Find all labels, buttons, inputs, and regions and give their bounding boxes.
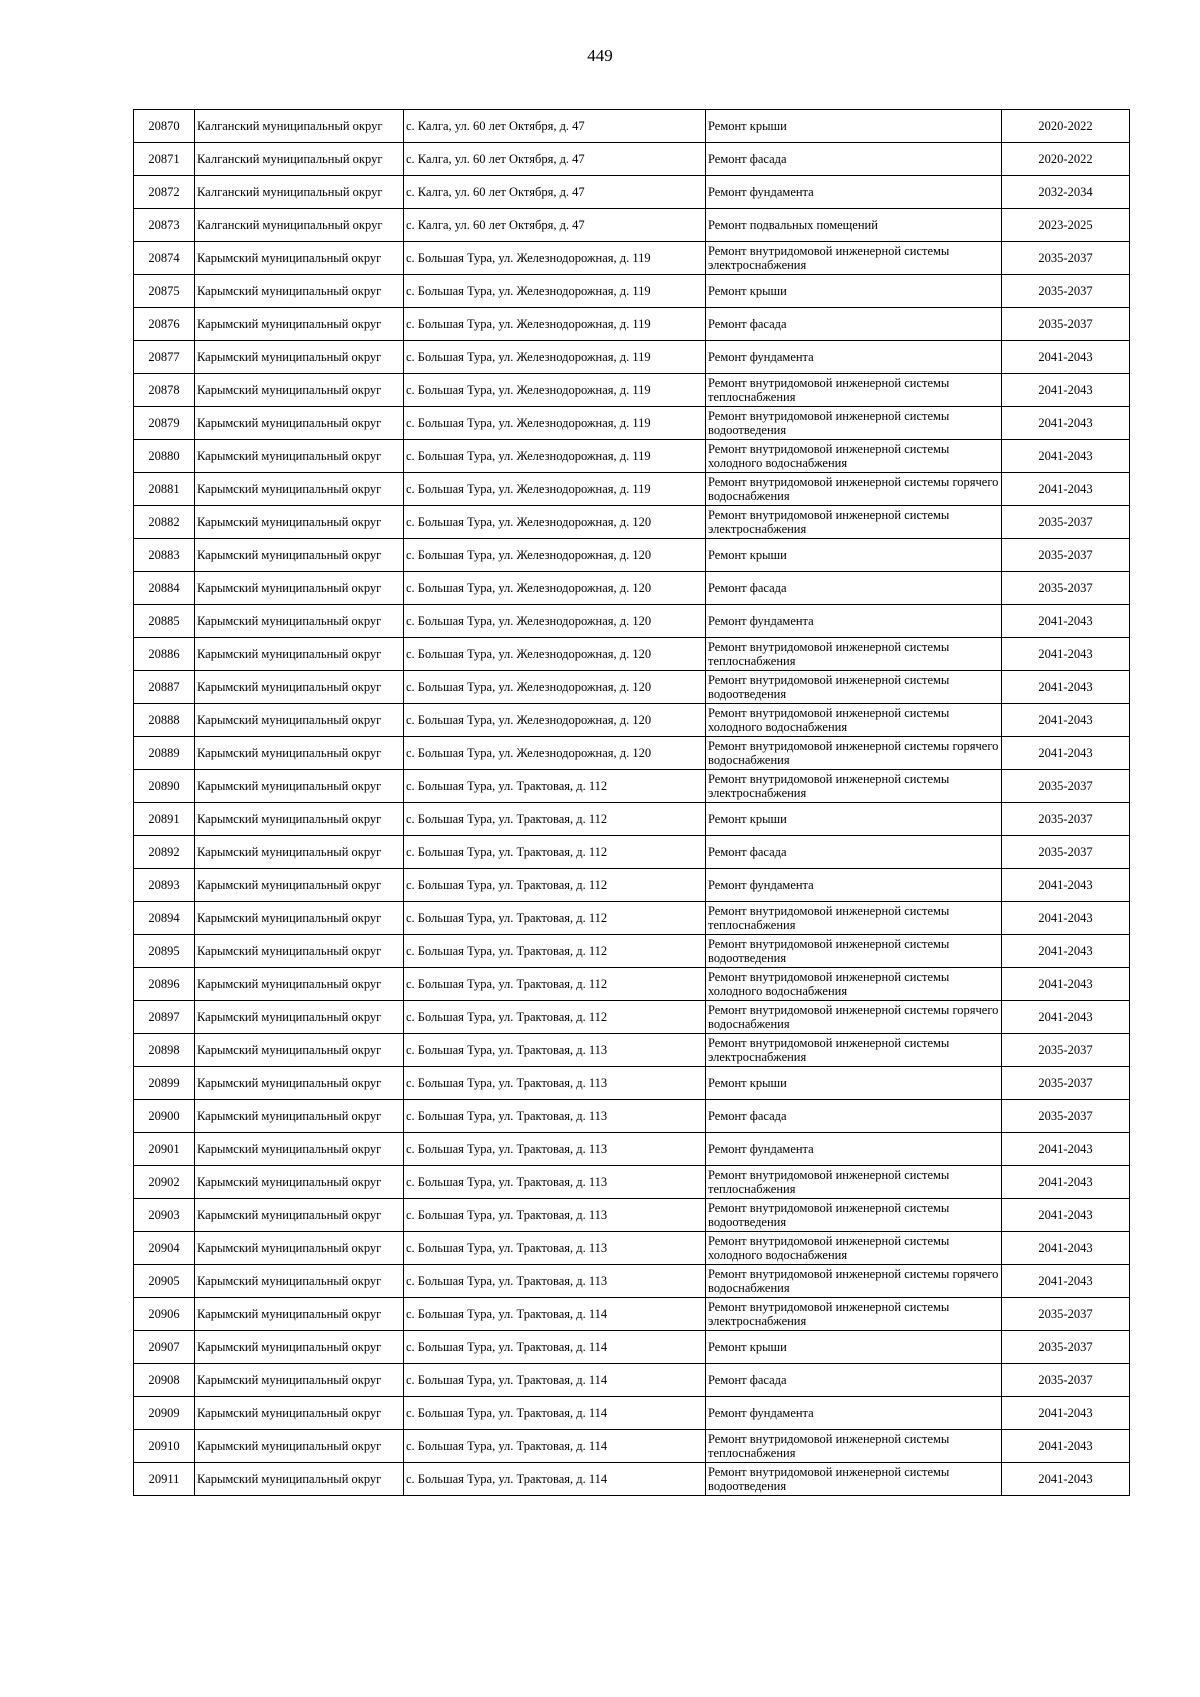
work-type-cell: Ремонт внутридомовой инженерной системы водоотведения: [706, 935, 1002, 968]
address-cell: с. Большая Тура, ул. Трактовая, д. 113: [404, 1199, 706, 1232]
period-cell: 2020-2022: [1002, 143, 1130, 176]
district-cell: Карымский муниципальный округ: [195, 671, 404, 704]
row-number-cell: 20905: [134, 1265, 195, 1298]
row-number-cell: 20906: [134, 1298, 195, 1331]
period-cell: 2041-2043: [1002, 341, 1130, 374]
table-row: [134, 1166, 1130, 1199]
address-cell: с. Калга, ул. 60 лет Октября, д. 47: [404, 209, 706, 242]
work-type-cell: Ремонт внутридомовой инженерной системы теплоснабжения: [706, 1430, 1002, 1463]
district-cell: Карымский муниципальный округ: [195, 902, 404, 935]
period-cell: 2041-2043: [1002, 902, 1130, 935]
address-cell: с. Большая Тура, ул. Железнодорожная, д. 119: [404, 440, 706, 473]
table-row: [134, 506, 1130, 539]
period-cell: 2035-2037: [1002, 1364, 1130, 1397]
table-row: [134, 704, 1130, 737]
row-number-cell: 20891: [134, 803, 195, 836]
district-cell: Карымский муниципальный округ: [195, 341, 404, 374]
table-row: [134, 473, 1130, 506]
address-cell: с. Калга, ул. 60 лет Октября, д. 47: [404, 176, 706, 209]
period-cell: 2041-2043: [1002, 473, 1130, 506]
address-cell: с. Большая Тура, ул. Железнодорожная, д. 120: [404, 737, 706, 770]
table-row: [134, 1001, 1130, 1034]
district-cell: Карымский муниципальный округ: [195, 968, 404, 1001]
district-cell: Калганский муниципальный округ: [195, 143, 404, 176]
district-cell: Карымский муниципальный округ: [195, 1199, 404, 1232]
address-cell: с. Калга, ул. 60 лет Октября, д. 47: [404, 110, 706, 143]
district-cell: Карымский муниципальный округ: [195, 1001, 404, 1034]
table-row: [134, 308, 1130, 341]
row-number-cell: 20885: [134, 605, 195, 638]
table-body: [134, 110, 1130, 1496]
row-number-cell: 20886: [134, 638, 195, 671]
row-number-cell: 20871: [134, 143, 195, 176]
table-row: [134, 935, 1130, 968]
period-cell: 2041-2043: [1002, 638, 1130, 671]
address-cell: с. Большая Тура, ул. Трактовая, д. 112: [404, 836, 706, 869]
row-number-cell: 20901: [134, 1133, 195, 1166]
period-cell: 2041-2043: [1002, 1430, 1130, 1463]
period-cell: 2035-2037: [1002, 770, 1130, 803]
period-cell: 2035-2037: [1002, 1034, 1130, 1067]
district-cell: Карымский муниципальный округ: [195, 803, 404, 836]
row-number-cell: 20872: [134, 176, 195, 209]
work-type-cell: Ремонт внутридомовой инженерной системы электроснабжения: [706, 770, 1002, 803]
work-type-cell: Ремонт крыши: [706, 539, 1002, 572]
period-cell: 2041-2043: [1002, 737, 1130, 770]
work-type-cell: Ремонт крыши: [706, 1331, 1002, 1364]
page-number: 449: [587, 46, 613, 65]
work-type-cell: Ремонт внутридомовой инженерной системы водоотведения: [706, 407, 1002, 440]
row-number-cell: 20902: [134, 1166, 195, 1199]
work-type-cell: Ремонт внутридомовой инженерной системы теплоснабжения: [706, 638, 1002, 671]
address-cell: с. Большая Тура, ул. Железнодорожная, д. 120: [404, 506, 706, 539]
work-type-cell: Ремонт фасада: [706, 836, 1002, 869]
district-cell: Карымский муниципальный округ: [195, 506, 404, 539]
address-cell: с. Большая Тура, ул. Трактовая, д. 114: [404, 1463, 706, 1496]
period-cell: 2041-2043: [1002, 1001, 1130, 1034]
row-number-cell: 20883: [134, 539, 195, 572]
work-type-cell: Ремонт внутридомовой инженерной системы горячего водоснабжения: [706, 473, 1002, 506]
table-row: [134, 1133, 1130, 1166]
table-row: [134, 572, 1130, 605]
period-cell: 2041-2043: [1002, 440, 1130, 473]
period-cell: 2035-2037: [1002, 275, 1130, 308]
table-row: [134, 1265, 1130, 1298]
table-row: [134, 1430, 1130, 1463]
address-cell: с. Большая Тура, ул. Трактовая, д. 112: [404, 968, 706, 1001]
address-cell: с. Большая Тура, ул. Трактовая, д. 114: [404, 1298, 706, 1331]
row-number-cell: 20907: [134, 1331, 195, 1364]
address-cell: с. Большая Тура, ул. Трактовая, д. 112: [404, 770, 706, 803]
row-number-cell: 20889: [134, 737, 195, 770]
table-row: [134, 1298, 1130, 1331]
row-number-cell: 20898: [134, 1034, 195, 1067]
row-number-cell: 20896: [134, 968, 195, 1001]
district-cell: Карымский муниципальный округ: [195, 836, 404, 869]
work-type-cell: Ремонт крыши: [706, 110, 1002, 143]
work-type-cell: Ремонт внутридомовой инженерной системы электроснабжения: [706, 506, 1002, 539]
period-cell: 2035-2037: [1002, 242, 1130, 275]
period-cell: 2020-2022: [1002, 110, 1130, 143]
table-row: [134, 770, 1130, 803]
row-number-cell: 20881: [134, 473, 195, 506]
address-cell: с. Большая Тура, ул. Трактовая, д. 113: [404, 1166, 706, 1199]
work-type-cell: Ремонт внутридомовой инженерной системы теплоснабжения: [706, 1166, 1002, 1199]
row-number-cell: 20875: [134, 275, 195, 308]
table-row: [134, 275, 1130, 308]
work-type-cell: Ремонт внутридомовой инженерной системы электроснабжения: [706, 242, 1002, 275]
address-cell: с. Большая Тура, ул. Трактовая, д. 112: [404, 869, 706, 902]
period-cell: 2041-2043: [1002, 869, 1130, 902]
period-cell: 2041-2043: [1002, 935, 1130, 968]
address-cell: с. Калга, ул. 60 лет Октября, д. 47: [404, 143, 706, 176]
table-row: [134, 1232, 1130, 1265]
district-cell: Карымский муниципальный округ: [195, 638, 404, 671]
address-cell: с. Большая Тура, ул. Трактовая, д. 114: [404, 1331, 706, 1364]
period-cell: 2035-2037: [1002, 506, 1130, 539]
district-cell: Калганский муниципальный округ: [195, 176, 404, 209]
address-cell: с. Большая Тура, ул. Трактовая, д. 114: [404, 1397, 706, 1430]
work-type-cell: Ремонт фасада: [706, 308, 1002, 341]
period-cell: 2035-2037: [1002, 1100, 1130, 1133]
district-cell: Карымский муниципальный округ: [195, 869, 404, 902]
work-type-cell: Ремонт внутридомовой инженерной системы холодного водоснабжения: [706, 1232, 1002, 1265]
address-cell: с. Большая Тура, ул. Трактовая, д. 112: [404, 902, 706, 935]
period-cell: 2041-2043: [1002, 374, 1130, 407]
table-row: [134, 1034, 1130, 1067]
address-cell: с. Большая Тура, ул. Трактовая, д. 113: [404, 1265, 706, 1298]
district-cell: Карымский муниципальный округ: [195, 1166, 404, 1199]
table-row: [134, 242, 1130, 275]
work-type-cell: Ремонт фасада: [706, 143, 1002, 176]
row-number-cell: 20884: [134, 572, 195, 605]
row-number-cell: 20909: [134, 1397, 195, 1430]
table-row: [134, 671, 1130, 704]
repair-schedule-table: [133, 109, 1130, 1496]
table-row: [134, 374, 1130, 407]
work-type-cell: Ремонт фундамента: [706, 176, 1002, 209]
district-cell: Карымский муниципальный округ: [195, 1133, 404, 1166]
address-cell: с. Большая Тура, ул. Железнодорожная, д. 119: [404, 341, 706, 374]
district-cell: Карымский муниципальный округ: [195, 572, 404, 605]
row-number-cell: 20900: [134, 1100, 195, 1133]
row-number-cell: 20887: [134, 671, 195, 704]
period-cell: 2041-2043: [1002, 1232, 1130, 1265]
address-cell: с. Большая Тура, ул. Трактовая, д. 113: [404, 1232, 706, 1265]
table-row: [134, 605, 1130, 638]
address-cell: с. Большая Тура, ул. Железнодорожная, д. 120: [404, 539, 706, 572]
period-cell: 2041-2043: [1002, 1133, 1130, 1166]
period-cell: 2035-2037: [1002, 836, 1130, 869]
row-number-cell: 20877: [134, 341, 195, 374]
period-cell: 2035-2037: [1002, 1331, 1130, 1364]
row-number-cell: 20892: [134, 836, 195, 869]
row-number-cell: 20890: [134, 770, 195, 803]
district-cell: Калганский муниципальный округ: [195, 209, 404, 242]
address-cell: с. Большая Тура, ул. Железнодорожная, д. 120: [404, 671, 706, 704]
row-number-cell: 20880: [134, 440, 195, 473]
district-cell: Карымский муниципальный округ: [195, 1298, 404, 1331]
row-number-cell: 20888: [134, 704, 195, 737]
work-type-cell: Ремонт внутридомовой инженерной системы горячего водоснабжения: [706, 1265, 1002, 1298]
district-cell: Карымский муниципальный округ: [195, 473, 404, 506]
district-cell: Карымский муниципальный округ: [195, 1397, 404, 1430]
district-cell: Карымский муниципальный округ: [195, 770, 404, 803]
address-cell: с. Большая Тура, ул. Железнодорожная, д. 119: [404, 473, 706, 506]
period-cell: 2041-2043: [1002, 1463, 1130, 1496]
district-cell: Карымский муниципальный округ: [195, 407, 404, 440]
period-cell: 2041-2043: [1002, 671, 1130, 704]
table-row: [134, 803, 1130, 836]
table-row: [134, 1331, 1130, 1364]
period-cell: 2032-2034: [1002, 176, 1130, 209]
work-type-cell: Ремонт фундамента: [706, 1397, 1002, 1430]
row-number-cell: 20903: [134, 1199, 195, 1232]
district-cell: Карымский муниципальный округ: [195, 1430, 404, 1463]
table-row: [134, 1397, 1130, 1430]
address-cell: с. Большая Тура, ул. Железнодорожная, д. 119: [404, 407, 706, 440]
row-number-cell: 20897: [134, 1001, 195, 1034]
work-type-cell: Ремонт фундамента: [706, 869, 1002, 902]
district-cell: Карымский муниципальный округ: [195, 737, 404, 770]
district-cell: Карымский муниципальный округ: [195, 1331, 404, 1364]
district-cell: Карымский муниципальный округ: [195, 1463, 404, 1496]
work-type-cell: Ремонт внутридомовой инженерной системы водоотведения: [706, 671, 1002, 704]
period-cell: 2035-2037: [1002, 803, 1130, 836]
work-type-cell: Ремонт фундамента: [706, 605, 1002, 638]
period-cell: 2041-2043: [1002, 968, 1130, 1001]
table-row: [134, 209, 1130, 242]
row-number-cell: 20879: [134, 407, 195, 440]
address-cell: с. Большая Тура, ул. Железнодорожная, д. 119: [404, 308, 706, 341]
work-type-cell: Ремонт крыши: [706, 803, 1002, 836]
period-cell: 2041-2043: [1002, 1397, 1130, 1430]
row-number-cell: 20870: [134, 110, 195, 143]
work-type-cell: Ремонт внутридомовой инженерной системы холодного водоснабжения: [706, 440, 1002, 473]
district-cell: Карымский муниципальный округ: [195, 1265, 404, 1298]
row-number-cell: 20874: [134, 242, 195, 275]
district-cell: Карымский муниципальный округ: [195, 935, 404, 968]
table-row: [134, 1463, 1130, 1496]
row-number-cell: 20878: [134, 374, 195, 407]
address-cell: с. Большая Тура, ул. Трактовая, д. 114: [404, 1430, 706, 1463]
work-type-cell: Ремонт внутридомовой инженерной системы теплоснабжения: [706, 374, 1002, 407]
period-cell: 2041-2043: [1002, 1199, 1130, 1232]
work-type-cell: Ремонт внутридомовой инженерной системы теплоснабжения: [706, 902, 1002, 935]
period-cell: 2035-2037: [1002, 539, 1130, 572]
district-cell: Карымский муниципальный округ: [195, 1364, 404, 1397]
period-cell: 2041-2043: [1002, 704, 1130, 737]
work-type-cell: Ремонт внутридомовой инженерной системы водоотведения: [706, 1463, 1002, 1496]
period-cell: 2041-2043: [1002, 407, 1130, 440]
table-row: [134, 869, 1130, 902]
work-type-cell: Ремонт крыши: [706, 275, 1002, 308]
address-cell: с. Большая Тура, ул. Трактовая, д. 114: [404, 1364, 706, 1397]
address-cell: с. Большая Тура, ул. Трактовая, д. 112: [404, 803, 706, 836]
address-cell: с. Большая Тура, ул. Железнодорожная, д. 120: [404, 572, 706, 605]
table-row: [134, 638, 1130, 671]
address-cell: с. Большая Тура, ул. Трактовая, д. 112: [404, 1001, 706, 1034]
district-cell: Карымский муниципальный округ: [195, 242, 404, 275]
district-cell: Карымский муниципальный округ: [195, 1232, 404, 1265]
district-cell: Карымский муниципальный округ: [195, 539, 404, 572]
work-type-cell: Ремонт фасада: [706, 1364, 1002, 1397]
work-type-cell: Ремонт фасада: [706, 572, 1002, 605]
table-row: [134, 737, 1130, 770]
work-type-cell: Ремонт внутридомовой инженерной системы электроснабжения: [706, 1298, 1002, 1331]
district-cell: Карымский муниципальный округ: [195, 308, 404, 341]
period-cell: 2035-2037: [1002, 1298, 1130, 1331]
address-cell: с. Большая Тура, ул. Железнодорожная, д. 120: [404, 605, 706, 638]
row-number-cell: 20873: [134, 209, 195, 242]
district-cell: Калганский муниципальный округ: [195, 110, 404, 143]
address-cell: с. Большая Тура, ул. Железнодорожная, д. 120: [404, 704, 706, 737]
work-type-cell: Ремонт фасада: [706, 1100, 1002, 1133]
work-type-cell: Ремонт подвальных помещений: [706, 209, 1002, 242]
address-cell: с. Большая Тура, ул. Трактовая, д. 113: [404, 1100, 706, 1133]
work-type-cell: Ремонт крыши: [706, 1067, 1002, 1100]
address-cell: с. Большая Тура, ул. Трактовая, д. 112: [404, 935, 706, 968]
district-cell: Карымский муниципальный округ: [195, 704, 404, 737]
table-row: [134, 110, 1130, 143]
district-cell: Карымский муниципальный округ: [195, 1100, 404, 1133]
district-cell: Карымский муниципальный округ: [195, 275, 404, 308]
table-row: [134, 1067, 1130, 1100]
district-cell: Карымский муниципальный округ: [195, 440, 404, 473]
district-cell: Карымский муниципальный округ: [195, 1034, 404, 1067]
period-cell: 2041-2043: [1002, 605, 1130, 638]
address-cell: с. Большая Тура, ул. Железнодорожная, д. 119: [404, 275, 706, 308]
table-row: [134, 836, 1130, 869]
table-row: [134, 1364, 1130, 1397]
work-type-cell: Ремонт внутридомовой инженерной системы холодного водоснабжения: [706, 704, 1002, 737]
row-number-cell: 20882: [134, 506, 195, 539]
table-row: [134, 440, 1130, 473]
table-row: [134, 341, 1130, 374]
table-row: [134, 902, 1130, 935]
address-cell: с. Большая Тура, ул. Железнодорожная, д. 119: [404, 374, 706, 407]
row-number-cell: 20895: [134, 935, 195, 968]
table-row: [134, 407, 1130, 440]
district-cell: Карымский муниципальный округ: [195, 1067, 404, 1100]
work-type-cell: Ремонт внутридомовой инженерной системы горячего водоснабжения: [706, 737, 1002, 770]
work-type-cell: Ремонт внутридомовой инженерной системы горячего водоснабжения: [706, 1001, 1002, 1034]
district-cell: Карымский муниципальный округ: [195, 374, 404, 407]
period-cell: 2035-2037: [1002, 308, 1130, 341]
period-cell: 2041-2043: [1002, 1265, 1130, 1298]
row-number-cell: 20894: [134, 902, 195, 935]
table-row: [134, 1100, 1130, 1133]
row-number-cell: 20910: [134, 1430, 195, 1463]
address-cell: с. Большая Тура, ул. Железнодорожная, д. 119: [404, 242, 706, 275]
work-type-cell: Ремонт внутридомовой инженерной системы холодного водоснабжения: [706, 968, 1002, 1001]
district-cell: Карымский муниципальный округ: [195, 605, 404, 638]
table-row: [134, 539, 1130, 572]
row-number-cell: 20908: [134, 1364, 195, 1397]
row-number-cell: 20899: [134, 1067, 195, 1100]
work-type-cell: Ремонт внутридомовой инженерной системы водоотведения: [706, 1199, 1002, 1232]
work-type-cell: Ремонт внутридомовой инженерной системы электроснабжения: [706, 1034, 1002, 1067]
period-cell: 2035-2037: [1002, 572, 1130, 605]
work-type-cell: Ремонт фундамента: [706, 341, 1002, 374]
address-cell: с. Большая Тура, ул. Трактовая, д. 113: [404, 1133, 706, 1166]
address-cell: с. Большая Тура, ул. Железнодорожная, д. 120: [404, 638, 706, 671]
table-row: [134, 968, 1130, 1001]
address-cell: с. Большая Тура, ул. Трактовая, д. 113: [404, 1067, 706, 1100]
work-type-cell: Ремонт фундамента: [706, 1133, 1002, 1166]
table-row: [134, 176, 1130, 209]
address-cell: с. Большая Тура, ул. Трактовая, д. 113: [404, 1034, 706, 1067]
period-cell: 2023-2025: [1002, 209, 1130, 242]
row-number-cell: 20893: [134, 869, 195, 902]
period-cell: 2035-2037: [1002, 1067, 1130, 1100]
period-cell: 2041-2043: [1002, 1166, 1130, 1199]
table-row: [134, 1199, 1130, 1232]
row-number-cell: 20911: [134, 1463, 195, 1496]
row-number-cell: 20904: [134, 1232, 195, 1265]
row-number-cell: 20876: [134, 308, 195, 341]
table-row: [134, 143, 1130, 176]
